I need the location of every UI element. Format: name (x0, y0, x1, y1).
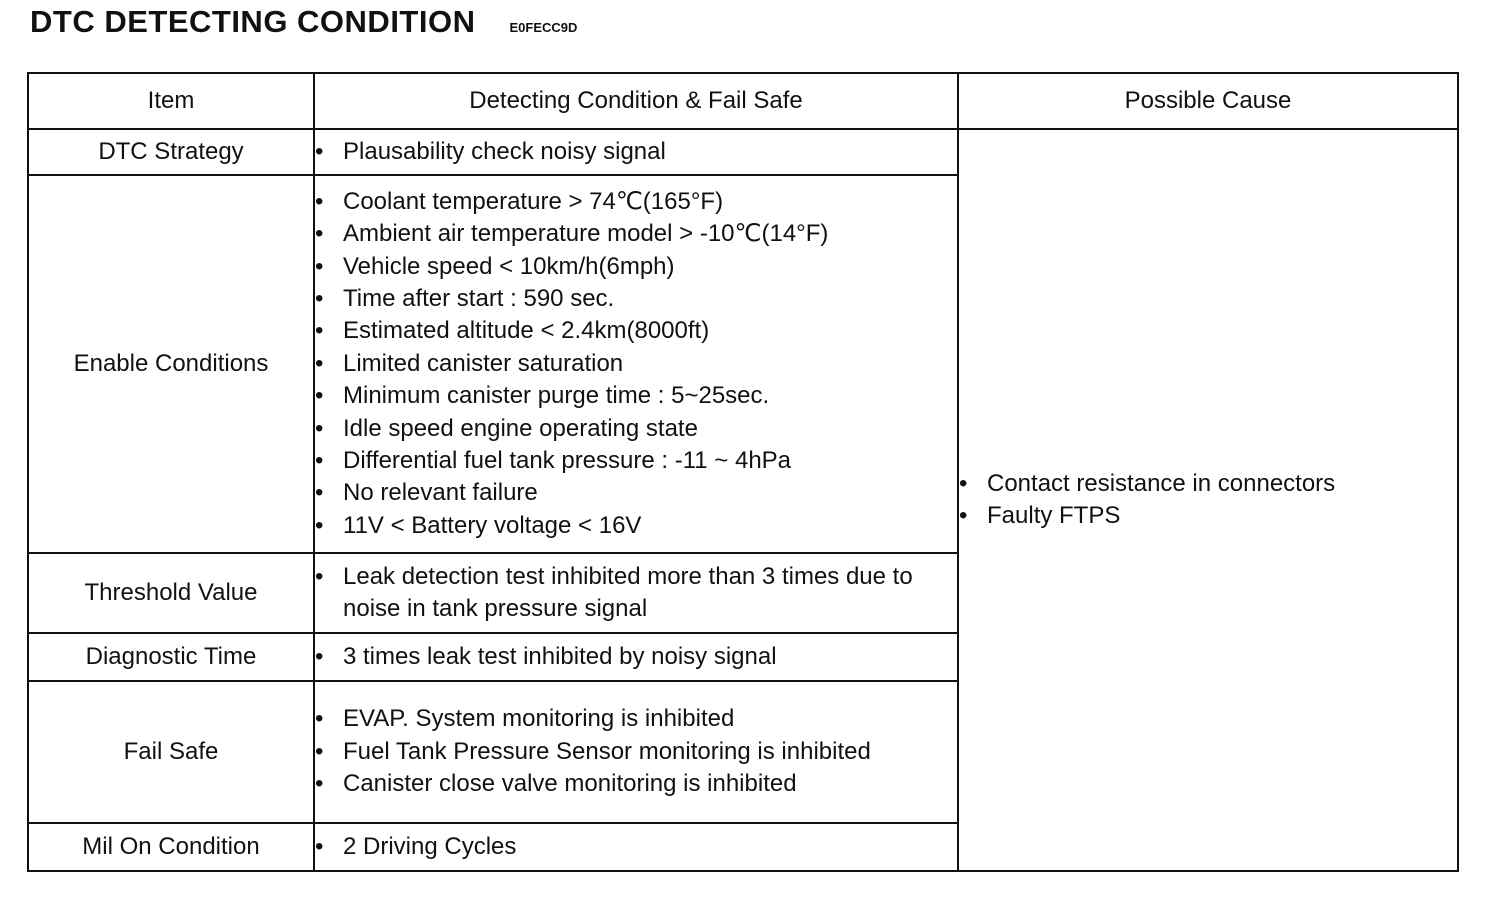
item-mil-on-condition: Mil On Condition (28, 823, 314, 871)
list-item: • Coolant temperature > 74℃(165°F) (315, 186, 957, 218)
list-item: • Idle speed engine operating state (315, 413, 957, 445)
column-header-cause: Possible Cause (958, 73, 1458, 129)
list-item: • 11V < Battery voltage < 16V (315, 510, 957, 542)
list-item: • Time after start : 590 sec. (315, 283, 957, 315)
document-code: E0FECC9D (509, 20, 578, 35)
item-threshold-value: Threshold Value (28, 553, 314, 633)
cause-item: • Contact resistance in connectors (959, 468, 1457, 500)
list-item: • Limited canister saturation (315, 348, 957, 380)
condition-cell (314, 553, 958, 633)
list-item: • Estimated altitude < 2.4km(8000ft) (315, 315, 957, 347)
item-dtc-strategy: DTC Strategy (28, 129, 314, 175)
page-title: DTC DETECTING CONDITION (30, 4, 476, 39)
possible-cause-cell (958, 129, 1458, 871)
item-fail-safe: Fail Safe (28, 681, 314, 823)
dtc-table (27, 72, 1459, 872)
item-diagnostic-time: Diagnostic Time (28, 633, 314, 681)
cause-item: • Faulty FTPS (959, 500, 1457, 532)
list-item: • EVAP. System monitoring is inhibited (315, 703, 957, 735)
table-row (28, 129, 1458, 175)
list-item: • Leak detection test inhibited more than 3 times due to noise in tank pressure signal (315, 561, 957, 626)
list-item: • Minimum canister purge time : 5~25sec. (315, 380, 957, 412)
list-item: • Vehicle speed < 10km/h(6mph) (315, 251, 957, 283)
list-item: • Plausability check noisy signal (315, 136, 957, 168)
header-row (28, 73, 1458, 129)
column-header-item: Item (28, 73, 314, 129)
condition-cell (314, 823, 958, 871)
column-header-condition: Detecting Condition & Fail Safe (314, 73, 958, 129)
list-item: • 3 times leak test inhibited by noisy signal (315, 641, 957, 673)
item-enable-conditions: Enable Conditions (28, 175, 314, 553)
list-item: • Fuel Tank Pressure Sensor monitoring is inhibited (315, 736, 957, 768)
list-item: • Ambient air temperature model > -10℃(14°F) (315, 218, 957, 250)
condition-cell (314, 129, 958, 175)
condition-cell (314, 633, 958, 681)
condition-cell (314, 175, 958, 553)
list-item: • No relevant failure (315, 477, 957, 509)
document-header (30, 4, 577, 40)
list-item: • Canister close valve monitoring is inhibited (315, 768, 957, 800)
list-item: • Differential fuel tank pressure : -11 ~ 4hPa (315, 445, 957, 477)
list-item: • 2 Driving Cycles (315, 831, 957, 863)
condition-cell (314, 681, 958, 823)
